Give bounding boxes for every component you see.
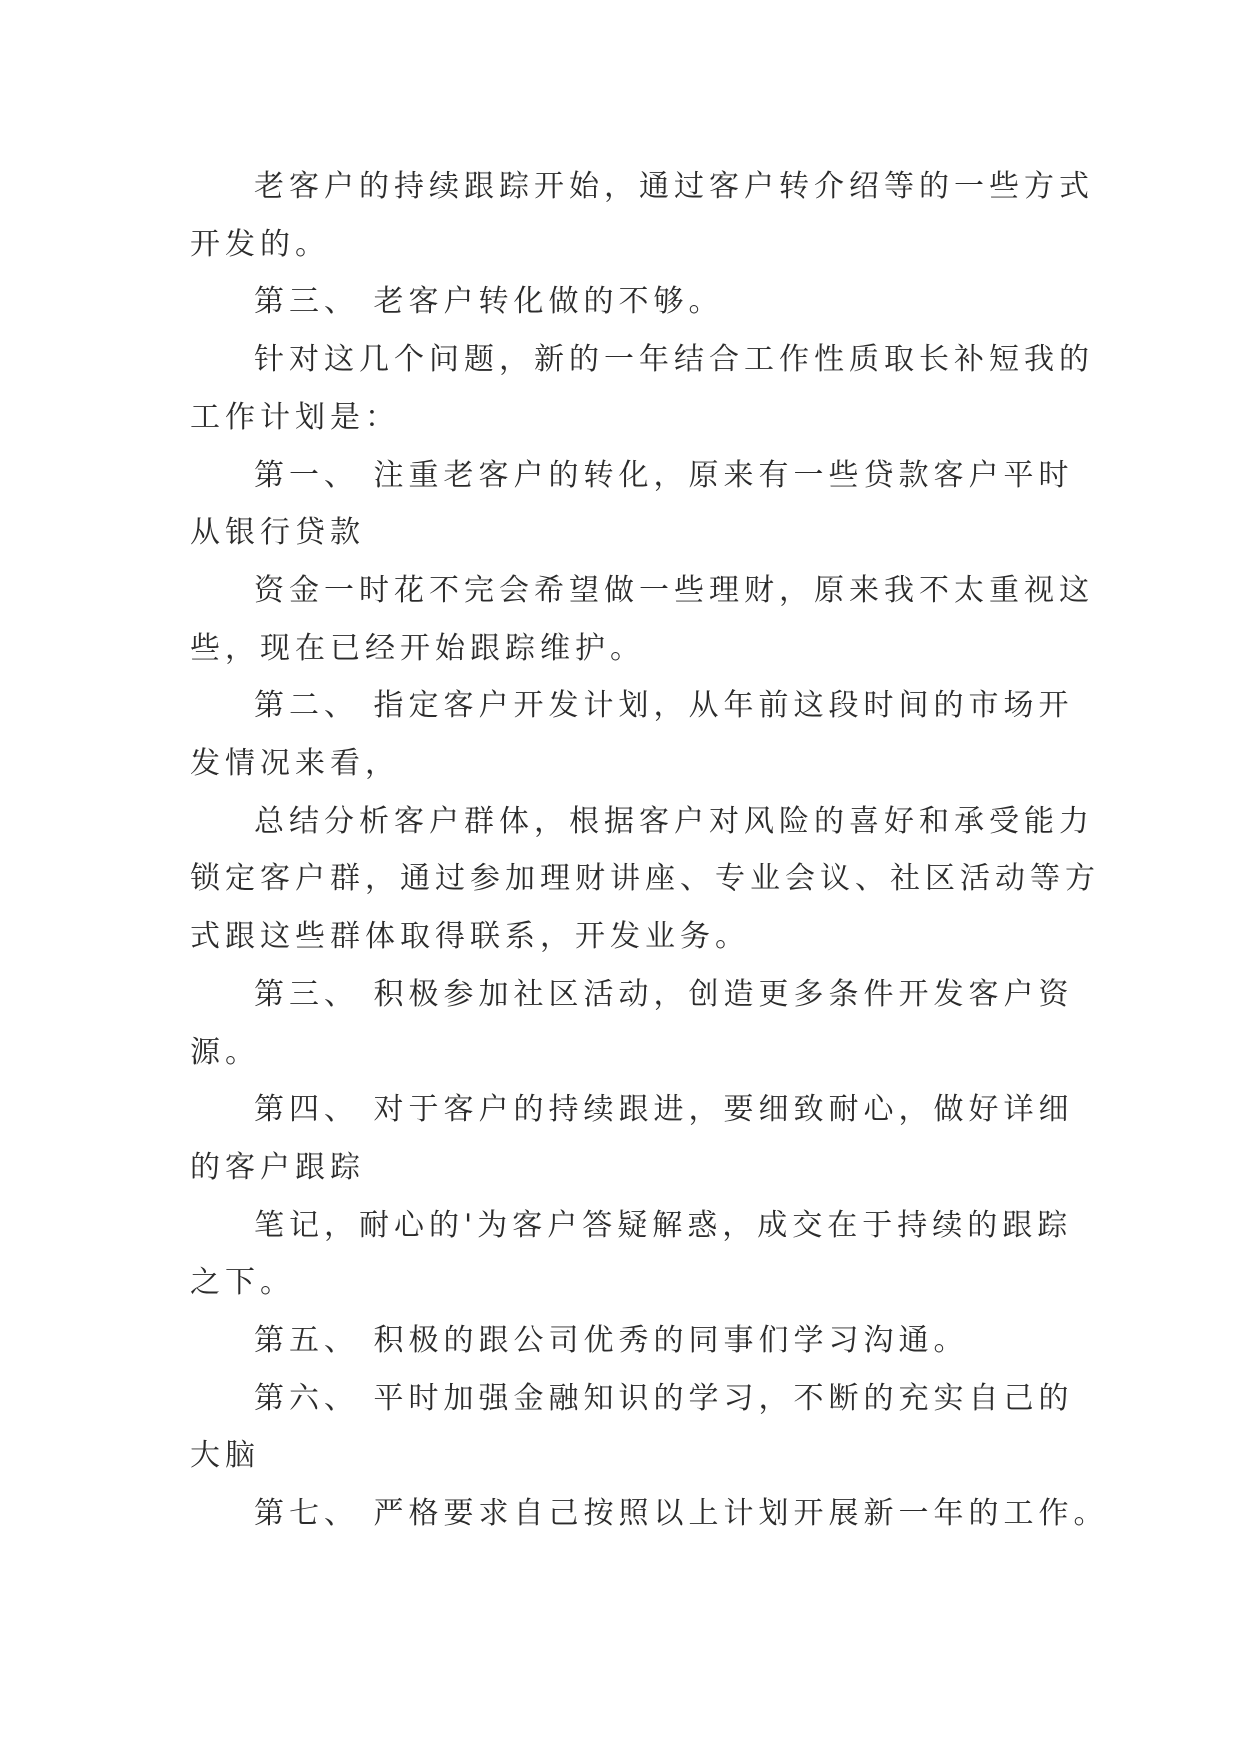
text-line: 些，现在已经开始跟踪维护。 [190, 630, 645, 666]
text-line: 发情况来看， [190, 746, 400, 782]
text-line: 锁定客户群，通过参加理财讲座、专业会议、社区活动等方 [190, 861, 1100, 897]
text-line: 的客户跟踪 [190, 1149, 365, 1185]
text-line: 源。 [190, 1034, 260, 1070]
paragraph [190, 1485, 1109, 1543]
paragraph [190, 677, 1074, 792]
text-line: 工作计划是： [190, 399, 400, 435]
paragraph [190, 273, 1050, 331]
paragraph [190, 1081, 1074, 1196]
paragraph [190, 562, 1094, 677]
text-line: 开发的。 [190, 226, 330, 262]
text-line: 第二、 指定客户开发计划，从年前这段时间的市场开 [254, 688, 1074, 724]
text-line: 第三、 老客户转化做的不够。 [254, 284, 724, 320]
paragraph [190, 1312, 1050, 1370]
text-line: 第三、 积极参加社区活动，创造更多条件开发客户资 [254, 976, 1074, 1012]
text-line: 第四、 对于客户的持续跟进，要细致耐心，做好详细 [254, 1092, 1074, 1128]
text-line: 第五、 积极的跟公司优秀的同事们学习沟通。 [254, 1323, 969, 1359]
text-line: 资金一时花不完会希望做一些理财，原来我不太重视这 [254, 572, 1094, 608]
text-line: 之下。 [190, 1265, 295, 1301]
document-body [190, 158, 1109, 1543]
text-line: 总结分析客户群体，根据客户对风险的喜好和承受能力 [254, 803, 1094, 839]
text-line: 大脑 [190, 1438, 260, 1474]
text-line: 老客户的持续跟踪开始，通过客户转介绍等的一些方式 [254, 169, 1094, 204]
text-line: 笔记，耐心的'为客户答疑解惑，成交在于持续的跟踪 [254, 1207, 1073, 1243]
paragraph [190, 331, 1094, 446]
paragraph [190, 1197, 1073, 1312]
paragraph [190, 447, 1074, 562]
text-line: 式跟这些群体取得联系，开发业务。 [190, 919, 750, 955]
paragraph [190, 158, 1094, 273]
text-line: 第一、 注重老客户的转化，原来有一些贷款客户平时 [254, 457, 1074, 493]
paragraph [190, 1370, 1074, 1485]
text-line: 第七、 严格要求自己按照以上计划开展新一年的工作。 [254, 1496, 1109, 1532]
text-line: 第六、 平时加强金融知识的学习，不断的充实自己的 [254, 1380, 1074, 1416]
text-line: 从银行贷款 [190, 515, 365, 551]
text-line: 针对这几个问题，新的一年结合工作性质取长补短我的 [254, 342, 1094, 378]
paragraph [190, 793, 1100, 966]
paragraph [190, 966, 1074, 1081]
